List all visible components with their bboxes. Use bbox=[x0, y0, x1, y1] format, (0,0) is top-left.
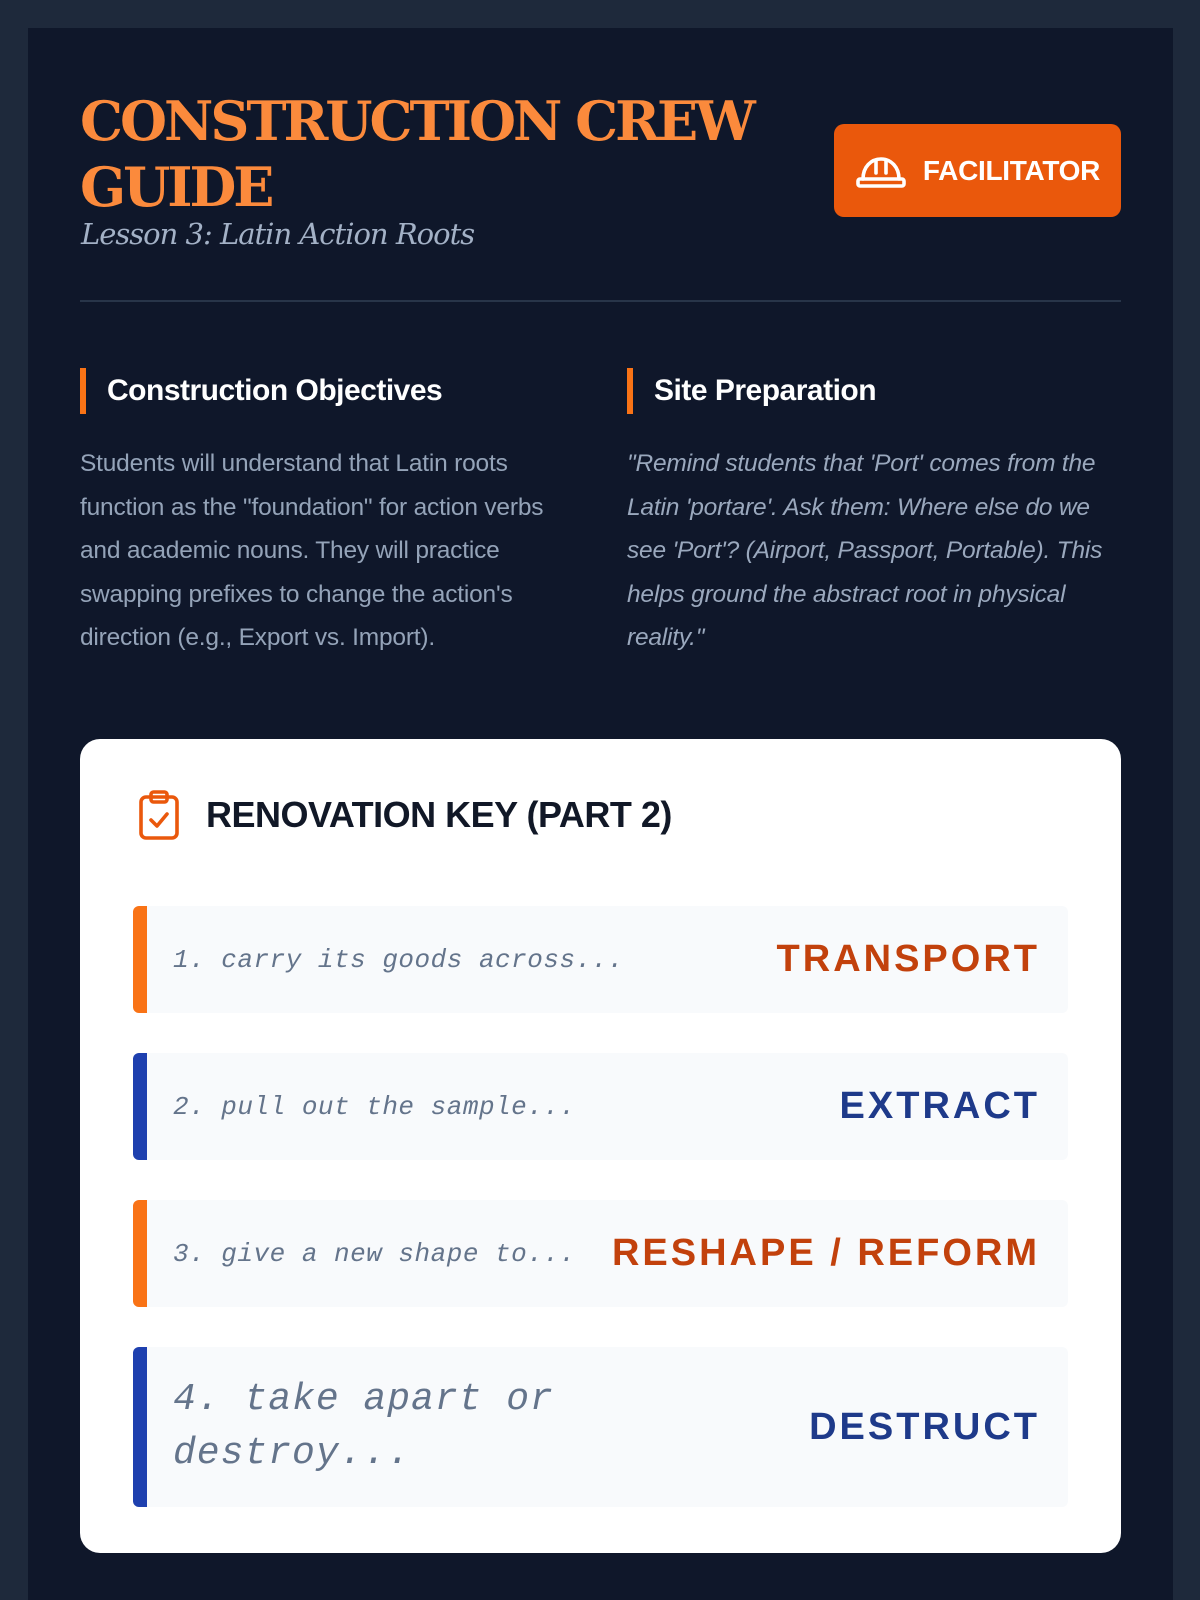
answer-key-item bbox=[133, 906, 1068, 1013]
card-header bbox=[136, 789, 672, 841]
renovation-key-card bbox=[80, 739, 1121, 1553]
page-title: CONSTRUCTION CREW GUIDE bbox=[80, 89, 753, 219]
page-subtitle: Lesson 3: Latin Action Roots bbox=[81, 217, 475, 251]
answer-key-item bbox=[133, 1053, 1068, 1160]
answer-key-answer: RESHAPE / REFORM bbox=[611, 1232, 1040, 1274]
answer-key-prompt: 4. take apart or destroy... bbox=[173, 1378, 554, 1475]
answer-key-answer: EXTRACT bbox=[839, 1085, 1040, 1127]
answer-key-item bbox=[133, 1200, 1068, 1307]
site-prep-body: "Remind students that 'Port' comes from the Latin 'portare'. Ask them: Where else do we see 'Port'? (Airport, Passport, Portable). This helps ground the abstract root in physical reality." bbox=[627, 450, 1103, 651]
answer-key-prompt: 3. give a new shape to... bbox=[173, 1238, 576, 1269]
guide-page bbox=[28, 28, 1173, 1600]
header-divider bbox=[80, 300, 1121, 302]
facilitator-badge-label: FACILITATOR bbox=[922, 154, 1101, 186]
answer-key-prompt: 2. pull out the sample... bbox=[173, 1091, 576, 1122]
facilitator-badge bbox=[834, 124, 1121, 217]
clipboard-check-icon bbox=[136, 789, 182, 841]
site-prep-section bbox=[627, 368, 1127, 660]
answer-key-list bbox=[133, 906, 1068, 1507]
hard-hat-icon bbox=[855, 151, 907, 191]
card-title: RENOVATION KEY (PART 2) bbox=[206, 794, 672, 835]
answer-key-item bbox=[133, 1347, 1068, 1507]
site-prep-heading: Site Preparation bbox=[627, 368, 1127, 414]
objectives-body: Students will understand that Latin roots function as the "foundation" for action verbs and academic nouns. They will practice swapping prefixes to change the action's direction (e.g., Export vs. Import). bbox=[80, 450, 544, 651]
objectives-heading: Construction Objectives bbox=[80, 368, 580, 414]
answer-key-answer: TRANSPORT bbox=[776, 938, 1040, 980]
objectives-section bbox=[80, 368, 580, 660]
answer-key-prompt: 1. carry its goods across... bbox=[173, 944, 624, 975]
answer-key-answer: DESTRUCT bbox=[809, 1405, 1040, 1448]
